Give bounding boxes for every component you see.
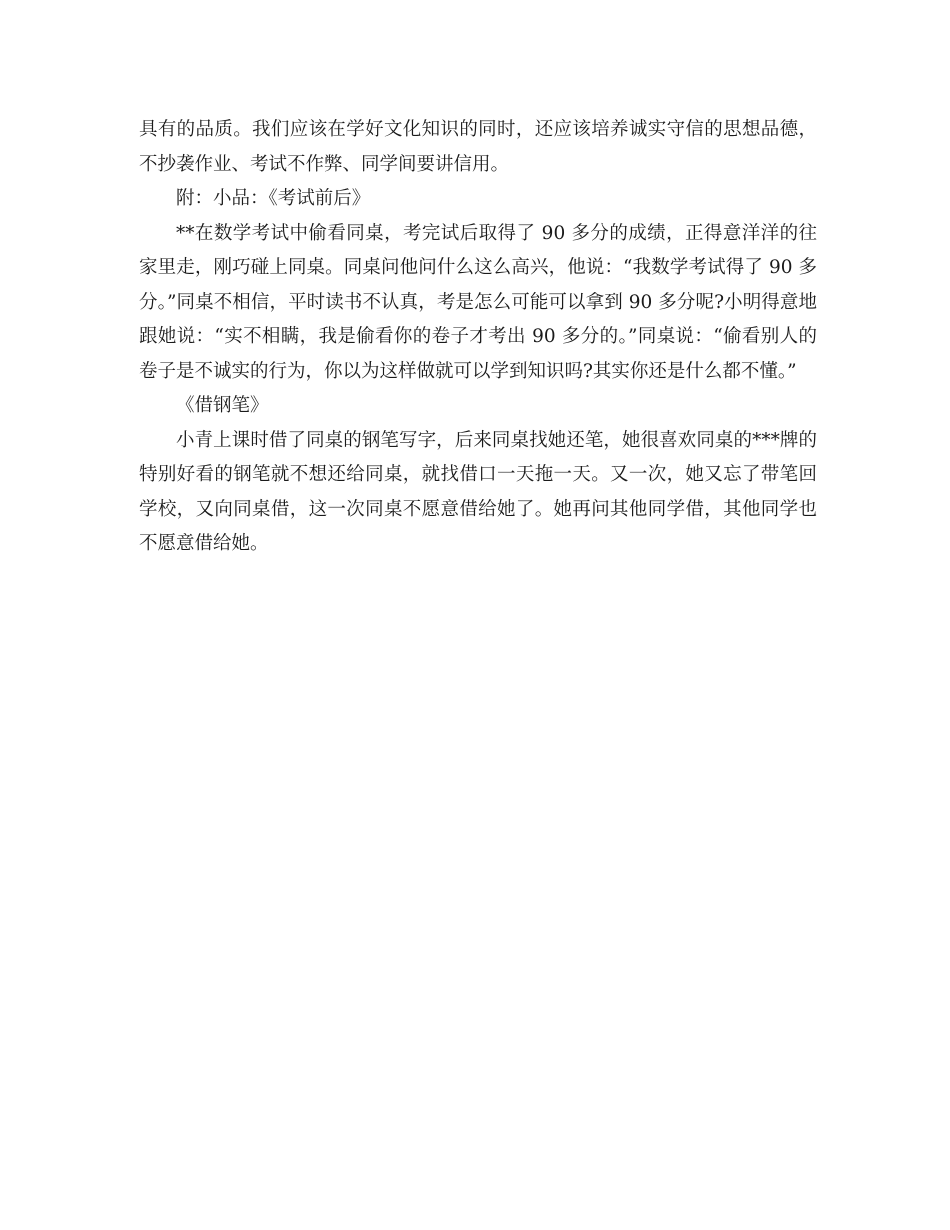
paragraph-1: 具有的品质。我们应该在学好文化知识的同时，还应该培养诚实守信的思想品德，不抄袭作业、考试不作弊、同学间要讲信用。 (139, 119, 817, 175)
paragraph-2: 附：小品：《考试前后》 (176, 188, 371, 209)
paragraph-4: 《借钢笔》 (176, 395, 269, 416)
paragraph-3: **在数学考试中偷看同桌，考完试后取得了 90 多分的成绩，正得意洋洋的往家里走，刚巧碰上同桌。同桌问他问什么这么高兴，他说：“我数学考试得了 90 多分。”同桌不相信，平时读书不认真，考是怎么可能可以拿到 90 多分呢?小明得意地跟她说：“实不相瞒，我是偷看你的卷子才考出 90 多分的。”同桌说：“偷看别人的卷子是不诚实的行为，你以为这样做就可以学到知识吗?其实你还是什么都不懂。” (139, 222, 817, 382)
document-body (139, 113, 817, 562)
paragraph-5: 小青上课时借了同桌的钢笔写字，后来同桌找她还笔，她很喜欢同桌的***牌的特别好看的钢笔就不想还给同桌，就找借口一天拖一天。又一次，她又忘了带笔回学校，又向同桌借，这一次同桌不愿意借给她了。她再问其他同学借，其他同学也不愿意借给她。 (139, 429, 817, 554)
